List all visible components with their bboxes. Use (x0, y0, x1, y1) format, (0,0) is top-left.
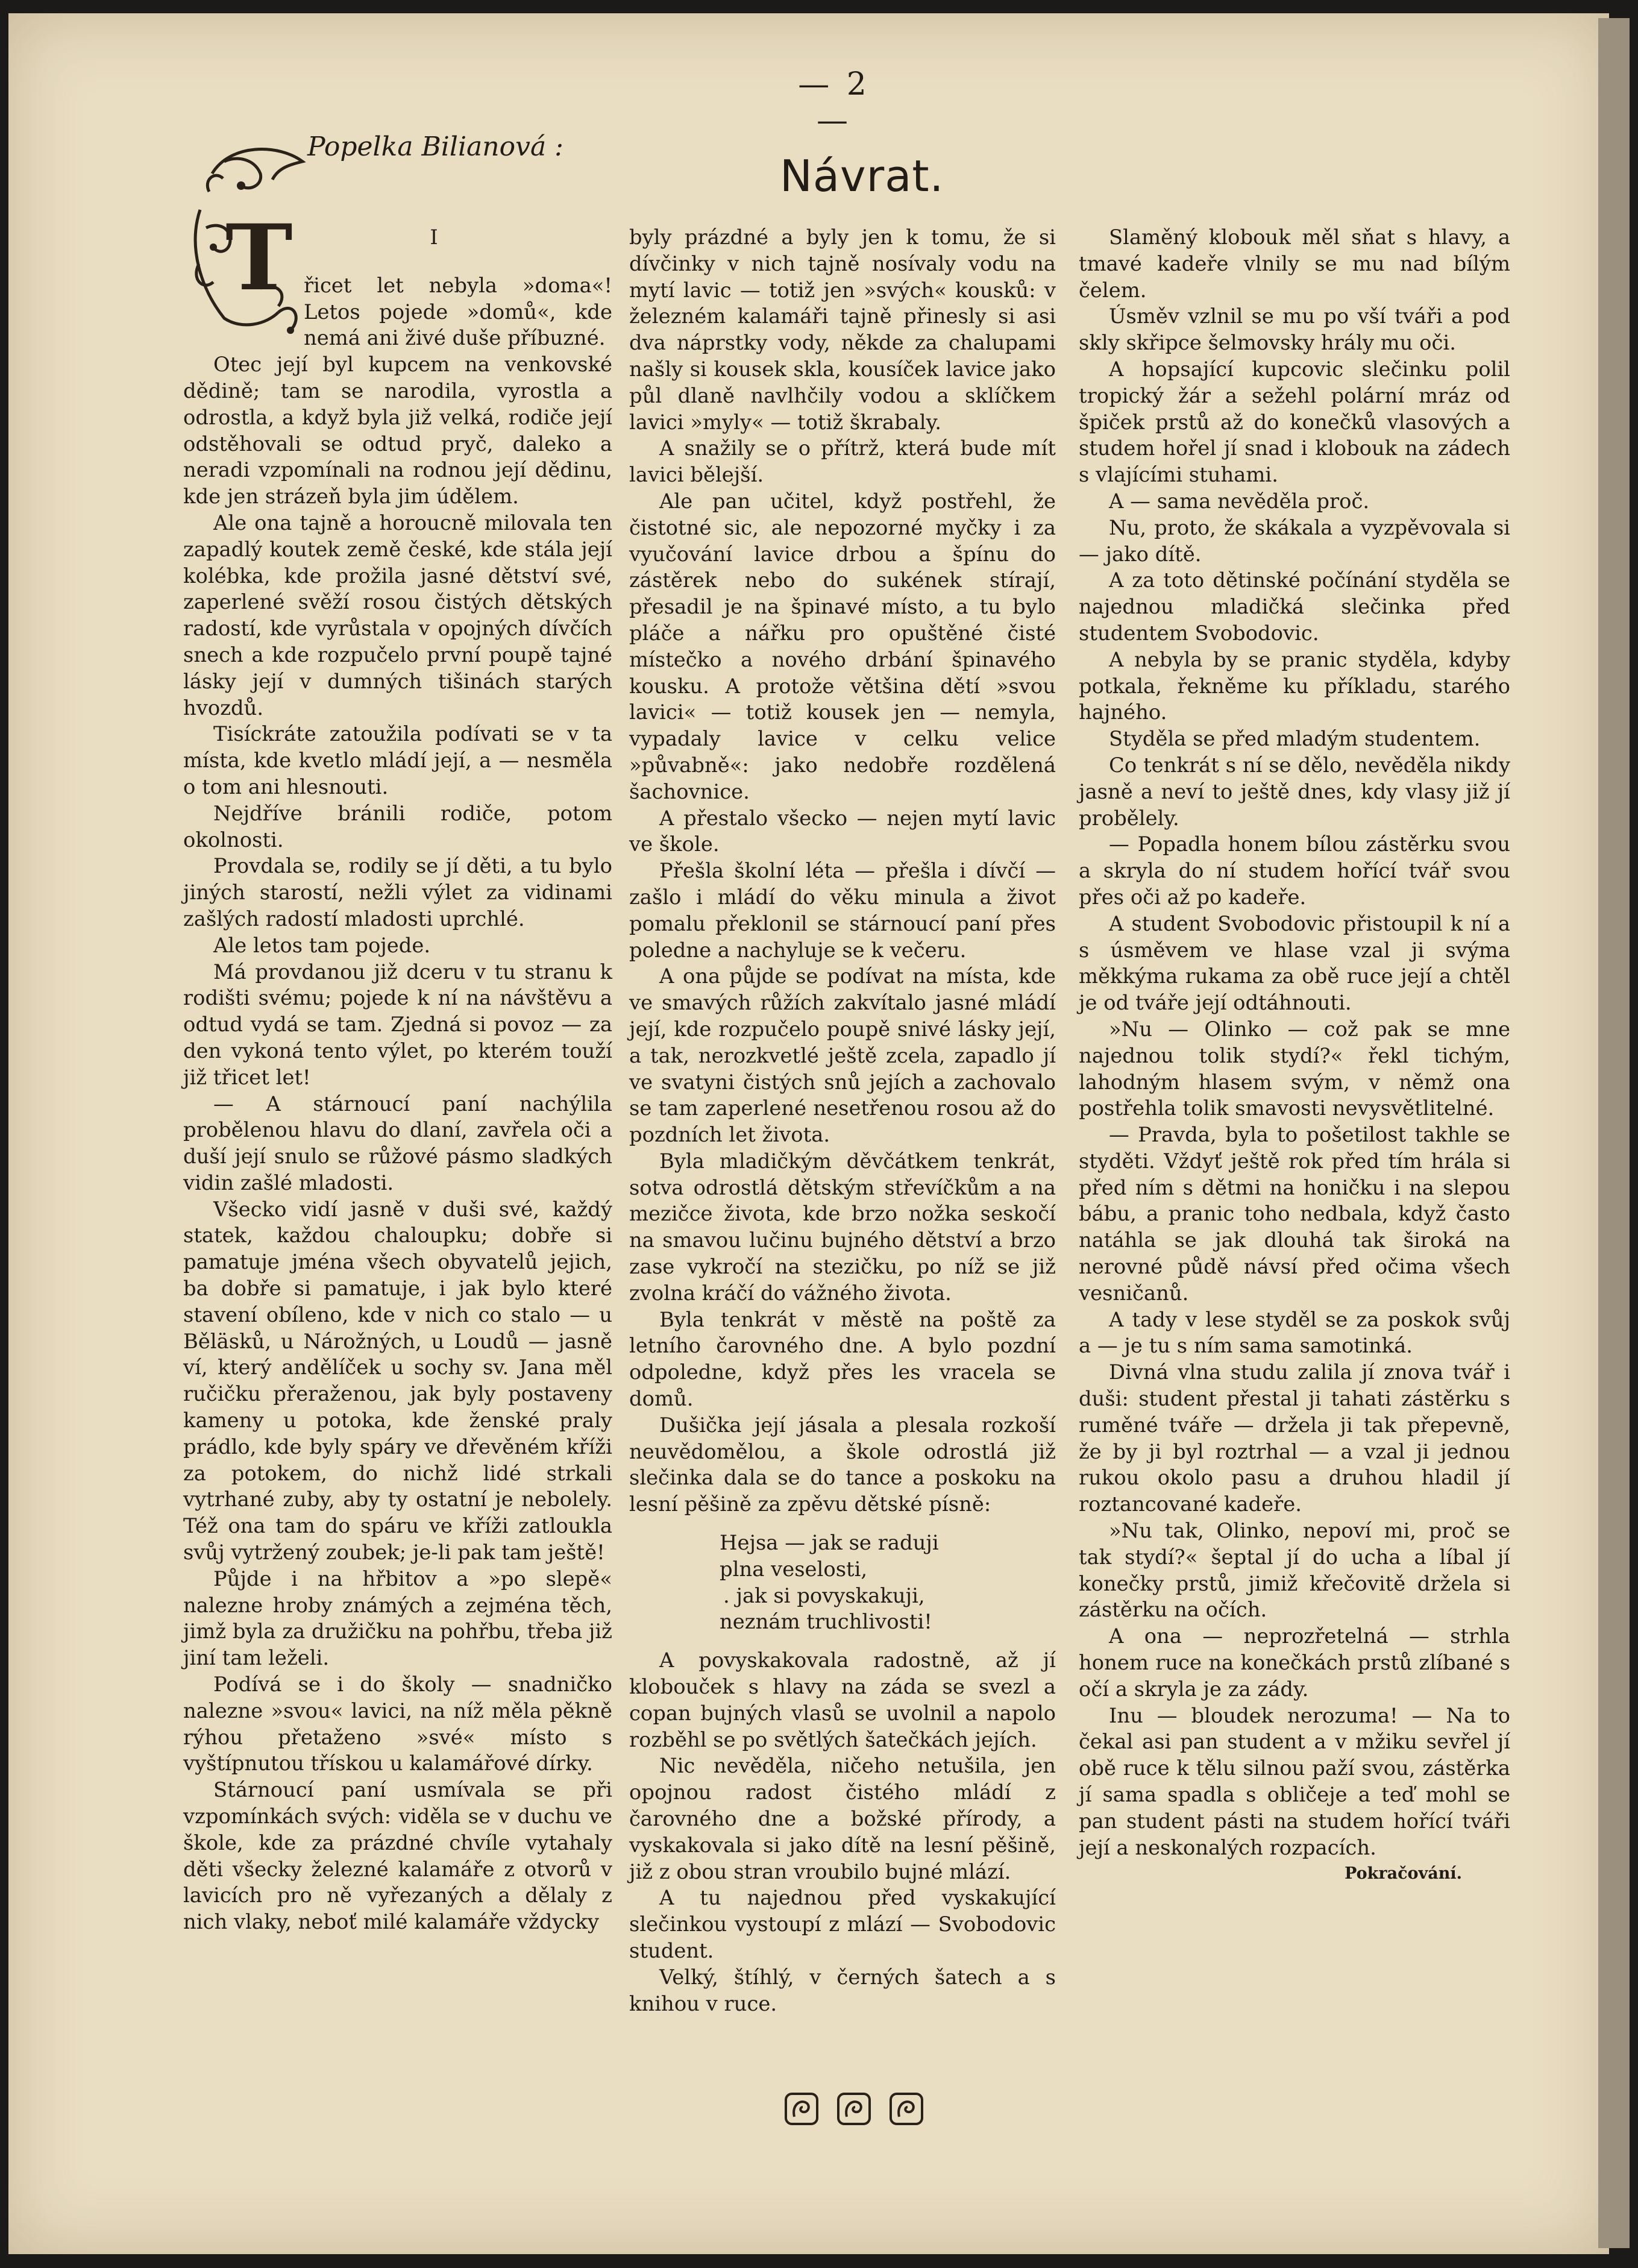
paragraph: Stárnoucí paní usmívala se při vzpomínkách svých: viděla se v duchu ve škole, kde za prázdné chvíle vytahaly děti všecky železné kalamáře z otvorů v lavicích pro ně vyřezaných a dělaly z nich vlaky, neboť milé kalamáře vždycky (183, 1778, 612, 1934)
paragraph: řicet let nebyla »doma«! Letos pojede »domů«, kde nemá ani živé duše příbuzné. (304, 273, 612, 350)
author-name: Popelka Bilianová : (307, 131, 563, 162)
text-column-3 (1079, 224, 1510, 1887)
paragraph: Nic nevěděla, ničeho netušila, jen opojnou radost čistého mládí z čarovného dne a božské přírody, a vyskakovala si jako dítě na lesní pěšině, již z obou stran vroubilo bujné mlází. (629, 1754, 1056, 1883)
newspaper-page (8, 13, 1609, 2254)
paragraph: Otec její byl kupcem na venkovské dědině; tam se narodila, vyrostla a odrostla, a když byla již velká, rodiče její odstěhovali se odtud pryč, daleko a neradi vzpomínali na rodnou její dědinu, kde jen strázeň byla jim údělem. (183, 353, 612, 509)
paragraph: Divná vlna studu zalila jí znova tvář i duši: student přestal ji tahati zástěrku s ruměné tváře — držela ji tak přepevně, že by ji byl roztrhal — a vzal ji jednou rukou okolo pasu a druhou hladil jí roztancované kadeře. (1079, 1360, 1510, 1516)
song-verse (720, 1530, 1056, 1635)
paragraph: A tu najednou před vyskakující slečinkou vystoupí z mlází — Svobodovic student. (629, 1886, 1056, 1962)
paragraph: A tady v lese styděl se za poskok svůj a — je tu s ním sama samotinká. (1079, 1307, 1510, 1358)
paragraph: Ale ona tajně a horoucně milovala ten zapadlý koutek země české, kde stála její kolébka, kde prožila jasné dětství své, zaperlené svěží rosou čistých dětských radostí, kde vyrůstala v opojných dívčích snech a kde rozpučelo první poupě tajné lásky její v dumných tišinách starých hvozdů. (183, 510, 612, 720)
paragraph: Má provdanou již dceru v tu stranu k rodišti svému; pojede k ní na návštěvu a odtud vydá se tam. Zjedná si povoz — za den vykoná tento výlet, po kterém touží již třicet let! (183, 960, 612, 1089)
paragraph: Provdala se, rodily se jí děti, a tu bylo jiných starostí, nežli výlet za vidinami zašlých radostí mladosti uprchlé. (183, 854, 612, 931)
paragraph: A hopsající kupcovic slečinku polil tropický žár a sežehl polární mráz od špiček prstů až do konečků vlasových a studem hořel jí snad i klobouk na zádech s vlajícími stuhami. (1079, 357, 1510, 487)
paragraph: A povyskakovala radostně, až jí klobouček s hlavy na záda se svezl a copan bujných vlasů se uvolnil a napolo rozběhl se po světlých šatečkách jejích. (629, 1648, 1056, 1751)
binding-gutter (1598, 18, 1630, 2248)
paragraph: »Nu — Olinko — což pak se mne najednou tolik stydí?« řekl tichým, lahodným hlasem svým, v němž ona postřehla tolik smavosti nevysvětlitelné. (1079, 1017, 1510, 1120)
paragraph: Půjde i na hřbitov a »po slepě« nalezne hroby známých a zejména těch, jimž byla za družičku na pohřbu, třeba již jiní tam leželi. (183, 1566, 612, 1670)
article-title: Návrat. (780, 151, 944, 201)
paragraph: A ona půjde se podívat na místa, kde ve smavých růžích zakvítalo jasné mládí její, kde rozpučelo poupě snivé lásky její, a tak, nerozkvetlé ještě zcela, zapadlo jí ve svatyni čistých snů jejích a zachovalo se tam zaperlené nesetřenou rosou až do pozdních let života. (629, 964, 1056, 1147)
text-column-2 (629, 224, 1056, 2017)
paragraph: A snažily se o přítrž, která bude mít lavici bělejší. (629, 436, 1056, 487)
paragraph: — Popadla honem bílou zástěrku svou a skryla do ní studem hořící tvář svou přes oči až po kadeře. (1079, 832, 1510, 909)
paragraph: A student Svobodovic přistoupil k ní a s úsměvem ve hlase vzal ji svýma měkkýma rukama za obě ruce její a chtěl je od tváře její odtáhnouti. (1079, 911, 1510, 1015)
spiral-ornament-icon (888, 2091, 924, 2126)
verse-line: plna veselosti, (720, 1557, 868, 1581)
paragraph: A ona — neprozřetelná — strhla honem ruce na konečkách prstů zlíbané s očí a skryla je za zády. (1079, 1624, 1510, 1701)
paragraph: Úsměv vzlnil se mu po vší tváři a pod skly skřipce šelmovsky hrály mu oči. (1079, 304, 1510, 355)
closing-ornament-row (783, 2091, 924, 2126)
spiral-ornament-icon (783, 2091, 820, 2126)
verse-line: . jak si povyskakuji, (723, 1583, 925, 1607)
paragraph: byly prázdné a byly jen k tomu, že si dívčinky v nich tajně nosívaly vodu na mytí lavic — totiž jen »svých« kousků: v železném kalamáři tajně přinesly si asi dva náprstky vody, někde za chalupami našly si kousek skla, kousíček lavice jako půl dlaně navlhčily vodou a sklíčkem lavici »myly« — totiž škrabaly. (629, 225, 1056, 434)
drop-cap-letter: T (225, 205, 293, 311)
verse-line: neznám truchlivosti! (720, 1610, 932, 1634)
text-column-1 (183, 224, 612, 1935)
paragraph: Nu, proto, že skákala a vyzpěvovala si — jako dítě. (1079, 515, 1510, 566)
paragraph: Byla tenkrát v městě na poště za letního čarovného dne. A bylo pozdní odpoledne, když přes les vracela se domů. (629, 1307, 1056, 1411)
paragraph: A přestalo všecko — nejen mytí lavic ve škole. (629, 806, 1056, 856)
paragraph: — A stárnoucí paní nachýlila probělenou hlavu do dlaní, zavřela oči a duší její snulo se růžové pásmo sladkých vidin zašlé mladosti. (183, 1092, 612, 1195)
paragraph: Inu — bloudek nerozuma! — Na to čekal asi pan student a v mžiku sevřel jí obě ruce k tělu silnou paží svou, zástěrka jí sama spadla s obličeje a teď mohl se pan student pásti na studem hořící tváři její a neskonalých rozpacích. (1079, 1703, 1510, 1859)
paragraph: Styděla se před mladým studentem. (1109, 727, 1481, 751)
paragraph: Ale letos tam pojede. (213, 933, 431, 957)
page-number: — 2 — (798, 66, 870, 139)
paragraph: A — sama nevěděla proč. (1109, 489, 1370, 513)
paragraph: Dušička její jásala a plesala rozkoší neuvědomělou, a škole odrostlá již slečinka dala se do tance a poskoku na lesní pěšině za zpěvu dětské písně: (629, 1413, 1056, 1516)
paragraph: Co tenkrát s ní se dělo, nevěděla nikdy jasně a neví to ještě dnes, kdy vlasy již jí probělely. (1079, 753, 1510, 830)
paragraph: »Nu tak, Olinko, nepoví mi, proč se tak stydí?« šeptal jí do ucha a líbal jí konečky prstů, jimiž křečovitě držela si zástěrku na očích. (1079, 1519, 1510, 1622)
verse-line: Hejsa — jak se raduji (720, 1531, 939, 1555)
paragraph: A nebyla by se pranic styděla, kdyby potkala, řekněme ku příkladu, starého hajného. (1079, 647, 1510, 724)
paragraph: — Pravda, byla to pošetilost takhle se styděti. Vždyť ještě rok před tím hrála si před ním s dětmi na honičku i na slepou bábu, a pranic toho nedbala, když často natáhla se jak dlouhá tak široká na nerovné půdě návsí před očima všech vesničanů. (1079, 1123, 1510, 1305)
continuation-note: Pokračování. (1345, 1864, 1462, 1883)
paragraph: Podívá se i do školy — snadničko nalezne »svou« lavici, na níž měla pěkně rýhou přetaženo »své« místo s vyštípnutou třískou u kalamářové dírky. (183, 1673, 612, 1776)
paragraph: Všecko vidí jasně v duši své, každý statek, každou chaloupku; dobře si pamatuje jména všech obyvatelů jejich, ba dobře si pamatuje, i jak bylo které stavení obíleno, kde v nich co stalo — u Běläsků, u Nárožných, u Loudů — jasně ví, který andělíček u sochy sv. Jana měl ručičku přeraženou, jak byly postaveny kameny u potoka, kde ženské praly prádlo, kde byly spáry ve dřevěném kříži za potokem, do nichž lidé strkali vytrhané zuby, aby ty ostatní je nebolely. Též ona tam do spáru ve kříži zatloukla svůj vytržený zoubek; je-li pak tam ještě! (183, 1197, 612, 1565)
paragraph: Tisíckráte zatoužila podívati se v ta místa, kde kvetlo mládí její, a — nesměla o tom ani hlesnouti. (183, 722, 612, 799)
paragraph: Velký, štíhlý, v černých šatech a s knihou v ruce. (629, 1965, 1056, 2015)
spiral-ornament-icon (836, 2091, 872, 2126)
paragraph: Nejdříve bránili rodiče, potom okolnosti. (183, 801, 612, 852)
paragraph: Byla mladičkým děvčátkem tenkrát, sotva odrostlá dětským střevíčkům a na mezičce života, kde brzo nožka seskočí na smavou lučinu bujného dětství a brzo zase vykročí na stezičku, po níž se již zvolna kráčí do vážného života. (629, 1149, 1056, 1305)
paragraph: Přešla školní léta — přešla i dívčí — zašlo i mládí do věku minula a život pomalu překlonil se stárnoucí paní přes poledne a nachyluje se k večeru. (629, 859, 1056, 962)
paragraph: Ale pan učitel, když postřehl, že čistotné sic, ale nepozorné myčky i za vyučování lavice drbou a špínu do zástěrek nebo do sukének stírají, přesadil je na špinavé místo, a tu bylo pláče a nářku pro opuštěné čisté místečko a nového drbání špinavého kousku. A protože většina dětí »svou lavici« — totiž kousek jen — nemyla, vypadaly lavice v celku velice »půvabně«: jako nedobře rozdělená šachovnice. (629, 489, 1056, 803)
paragraph: A za toto dětinské počínání styděla se najednou mladičká slečinka před studentem Svobodovic. (1079, 568, 1510, 645)
paragraph: Slaměný klobouk měl sňat s hlavy, a tmavé kadeře vlnily se mu nad bílým čelem. (1079, 225, 1510, 302)
section-number: I (430, 225, 438, 249)
